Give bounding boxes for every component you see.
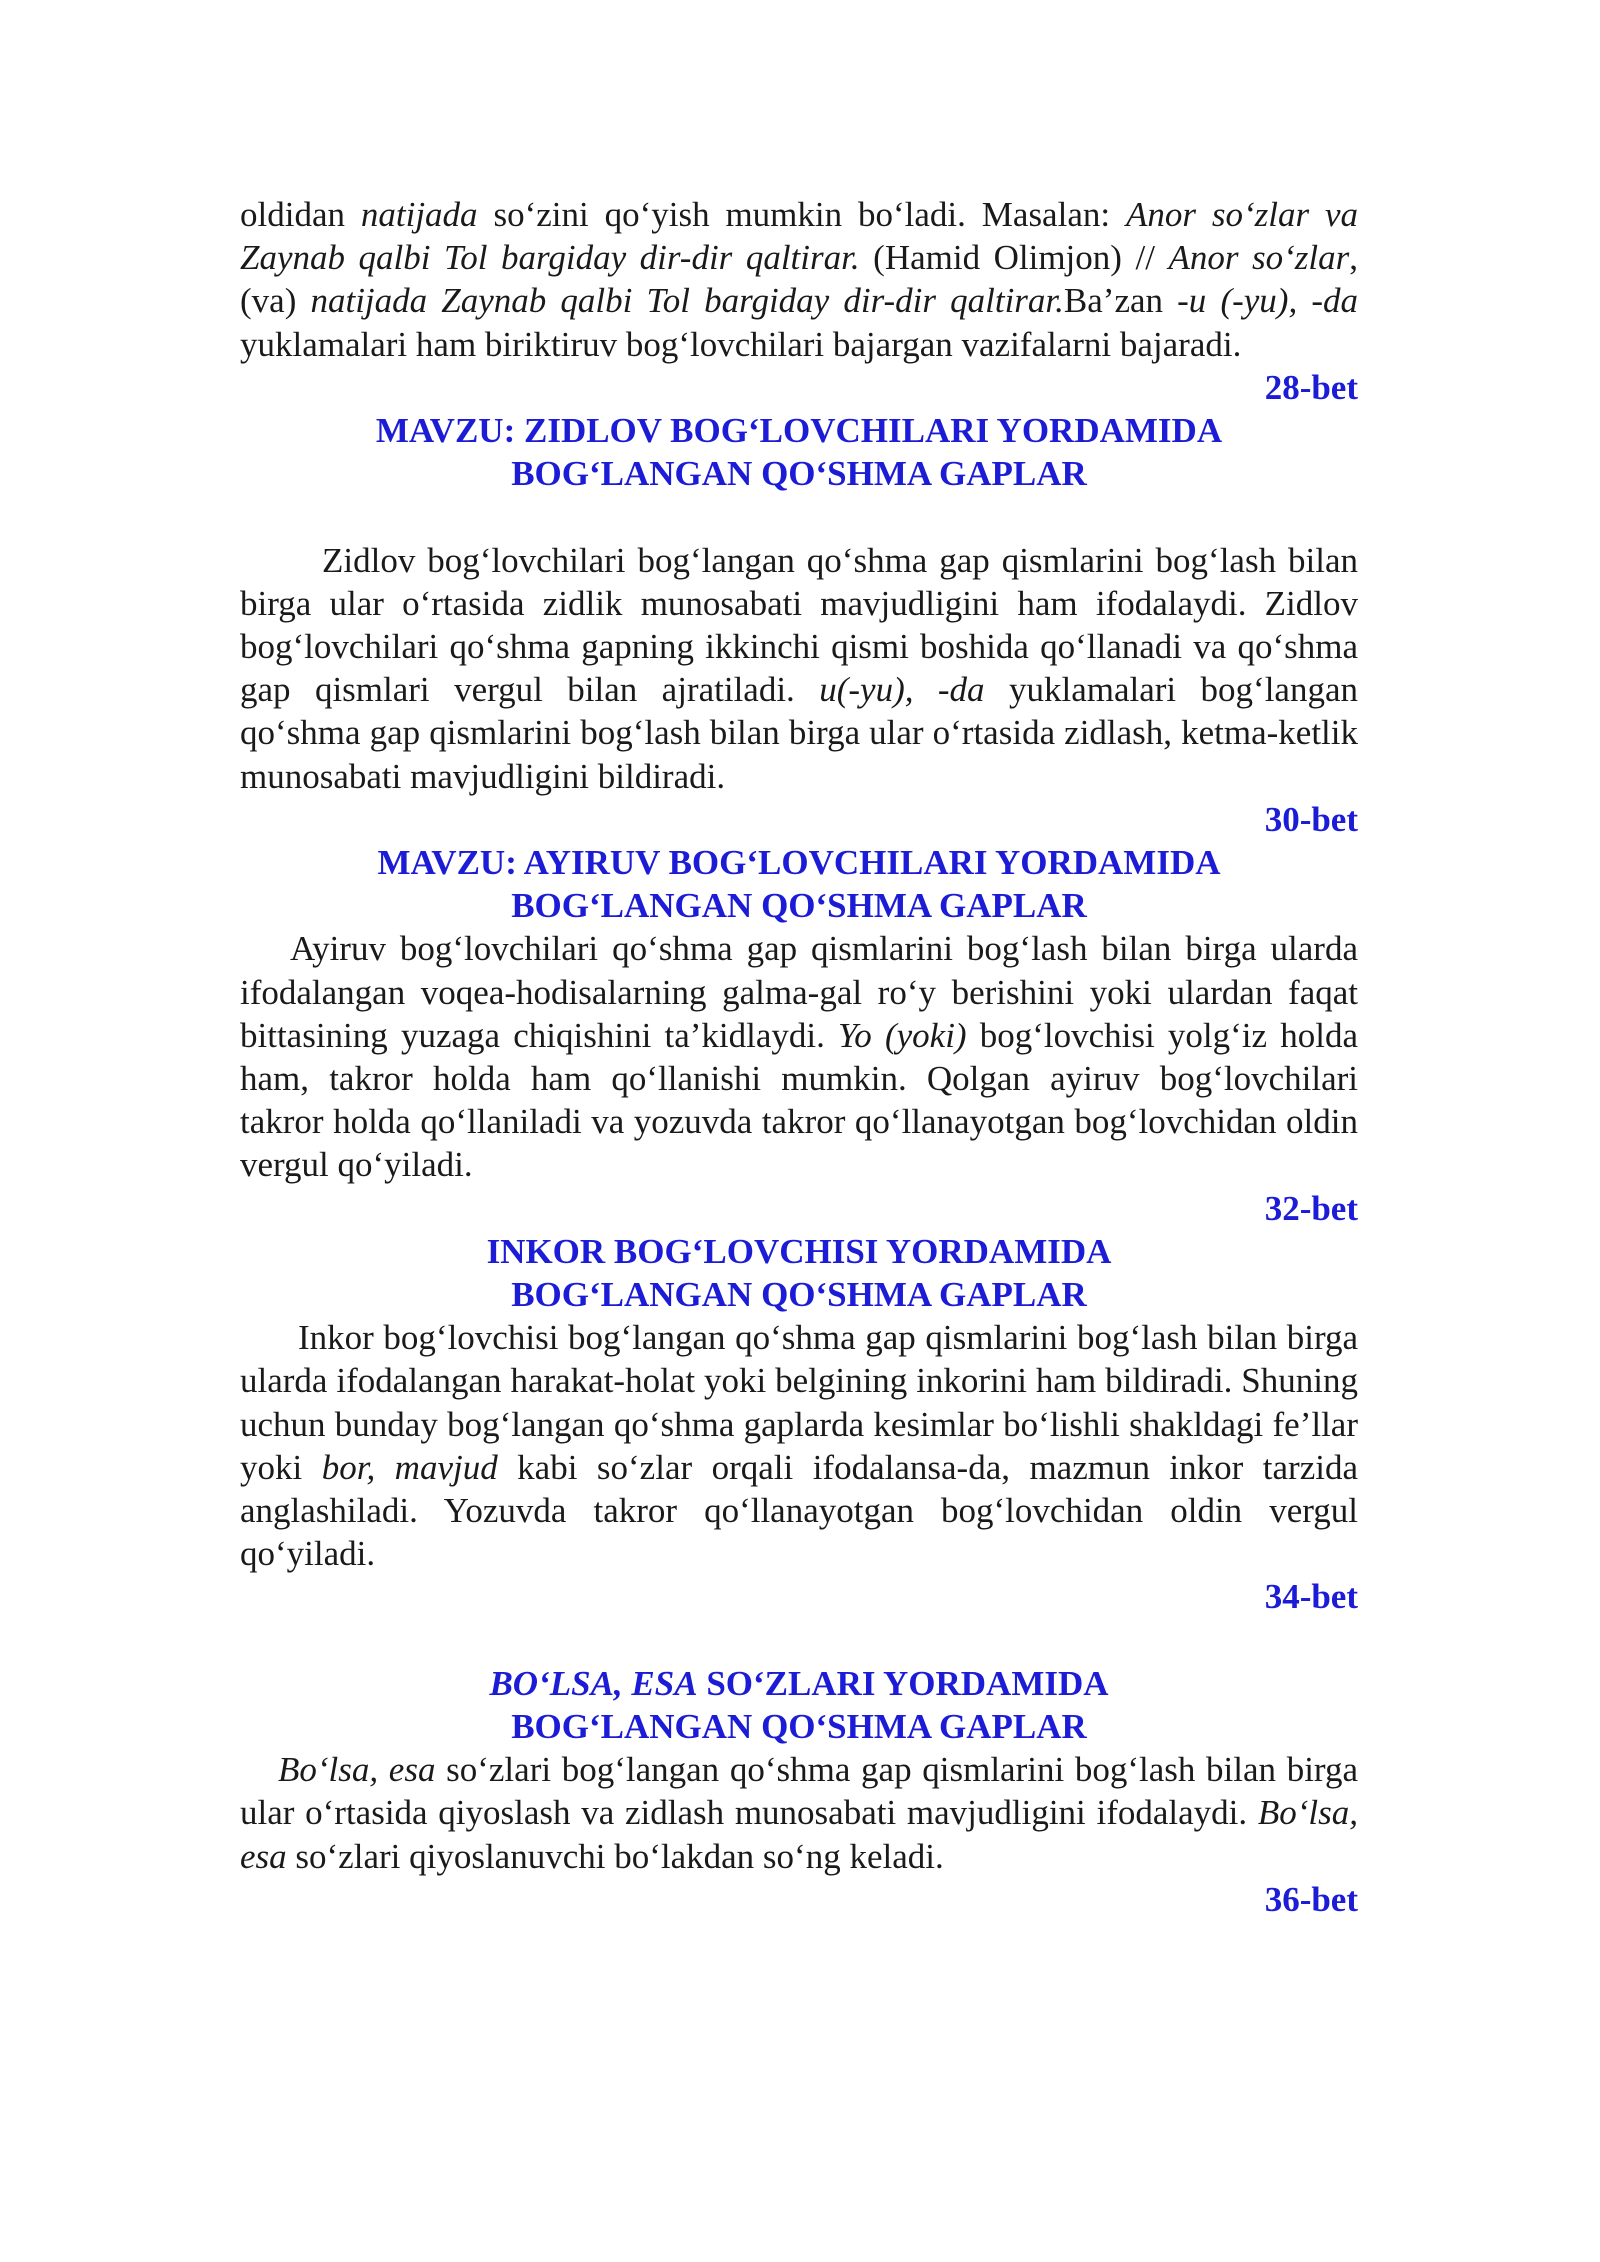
- section-paragraph: [240, 539, 1358, 798]
- page-reference: 30-bet: [1264, 799, 1358, 839]
- title-line: BOG‘LANGAN QO‘SHMA GAPLAR: [511, 1275, 1087, 1315]
- title-line: BOG‘LANGAN QO‘SHMA GAPLAR: [511, 886, 1087, 926]
- page-reference: 34-bet: [1264, 1577, 1358, 1617]
- text-run: Zidlov bog‘lovchilari bog‘langan qo‘shma gap qismlarini bog‘lash bilan birga ular o‘rtasida zidlik munosabati mavjudligini ham ifodalaydi. Zidlov bog‘lovchilari qo‘shma gapning ikkinchi qismi boshida qo‘llanadi va qo‘shma gap qismlari vergul bilan ajratiladi.: [240, 540, 1358, 710]
- text-run: yuklamalari bog‘langan qo‘shma gap qismlarini bog‘lash bilan birga ular o‘rtasida zidlash, ketma-ketlik munosabati mavjudligini bildiradi.: [240, 670, 1359, 796]
- text-run: , (va): [240, 238, 1358, 321]
- title-line: MAVZU: AYIRUV BOG‘LOVCHILARI YORDAMIDA: [377, 843, 1221, 883]
- text-run: oldidan: [240, 195, 361, 234]
- text-run: bog‘lovchisi yolg‘iz holda ham, takror holda ham qo‘llanishi mumkin. Qolgan ayiruv bog‘lovchilari takror holda qo‘llaniladi va yozuvda takror qo‘llanayotgan bog‘lovchidan oldin vergul qo‘yiladi.: [240, 1015, 1358, 1185]
- title-line: MAVZU: ZIDLOV BOG‘LOVCHILARI YORDAMIDA: [375, 411, 1223, 451]
- text-run: kabi so‘zlar orqali ifodalansa-da, mazmun inkor tarzida anglashiladi. Yozuvda takror qo‘llanayotgan bog‘lovchidan oldin vergul qo‘yiladi.: [240, 1447, 1358, 1574]
- section-title: [240, 1230, 1358, 1316]
- spacer: [240, 495, 1358, 538]
- section-title: [240, 409, 1358, 495]
- italic-run: Bo‘lsa, esa: [278, 1750, 436, 1790]
- italic-run: Anor so‘zlar: [1168, 238, 1350, 278]
- text-run: so‘zini qo‘yish mumkin bo‘ladi. Masalan:: [477, 195, 1126, 234]
- page-reference: 32-bet: [1264, 1188, 1358, 1228]
- italic-run: natijada: [360, 195, 478, 234]
- italic-run: bor, mavjud: [321, 1447, 498, 1487]
- text-run: so‘zlari qiyoslanuvchi bo‘lakdan so‘ng keladi.: [286, 1836, 944, 1876]
- example-sentence: Anor so‘zlar va Zaynab qalbi Tol bargiday dir-dir qaltirar.: [240, 195, 1359, 278]
- title-line: SO‘ZLARI YORDAMIDA: [697, 1663, 1109, 1703]
- italic-run: u(-yu), -da: [819, 670, 985, 710]
- spacer: [240, 1619, 1358, 1662]
- title-line: BOG‘LANGAN QO‘SHMA GAPLAR: [511, 454, 1087, 494]
- text-run: so‘zlari bog‘langan qo‘shma gap qismlarini bog‘lash bilan birga ular o‘rtasida qiyoslash va zidlash munosabati mavjudligini ifodalaydi.: [240, 1750, 1358, 1833]
- title-italic-run: BO‘LSA, ESA: [489, 1663, 698, 1703]
- text-run: (Hamid Olimjon) //: [859, 238, 1169, 278]
- section-paragraph: [240, 1748, 1358, 1878]
- example-sentence: natijada Zaynab qalbi Tol bargiday dir-dir qaltirar.: [310, 281, 1064, 321]
- text-run: yuklamalari ham biriktiruv bog‘lovchilari bajargan vazifalarni bajaradi.: [240, 324, 1242, 364]
- section-title: [240, 841, 1358, 927]
- italic-run: Yo (yoki): [838, 1015, 967, 1055]
- intro-paragraph: [240, 193, 1358, 366]
- page-reference: 36-bet: [1264, 1879, 1358, 1919]
- italic-run: Bo‘lsa, esa: [240, 1793, 1358, 1876]
- text-run: Ba’zan: [1063, 281, 1178, 321]
- page-reference: 28-bet: [1264, 367, 1358, 407]
- document-page: [240, 193, 1358, 1921]
- section-paragraph: [240, 1316, 1358, 1575]
- text-run: Ayiruv bog‘lovchilari qo‘shma gap qismlarini bog‘lash bilan birga ularda ifodalangan voqea-hodisalarning galma-gal ro‘y berishini yoki ulardan faqat bittasining yuzaga chiqishini ta’kidlaydi.: [240, 929, 1358, 1055]
- section-paragraph: [240, 927, 1358, 1186]
- section-title: [240, 1662, 1358, 1748]
- text-run: Inkor bog‘lovchisi bog‘langan qo‘shma gap qismlarini bog‘lash bilan birga ularda ifodalangan harakat-holat yoki belgining inkorini ham bildiradi. Shuning uchun bunday bog‘langan qo‘shma gaplarda kesimlar bo‘lishli shakldagi fe’llar yoki: [240, 1318, 1358, 1487]
- title-line: INKOR BOG‘LOVCHISI YORDAMIDA: [486, 1231, 1112, 1271]
- italic-run: -u (-yu), -da: [1177, 281, 1358, 321]
- title-line: BOG‘LANGAN QO‘SHMA GAPLAR: [511, 1707, 1087, 1747]
